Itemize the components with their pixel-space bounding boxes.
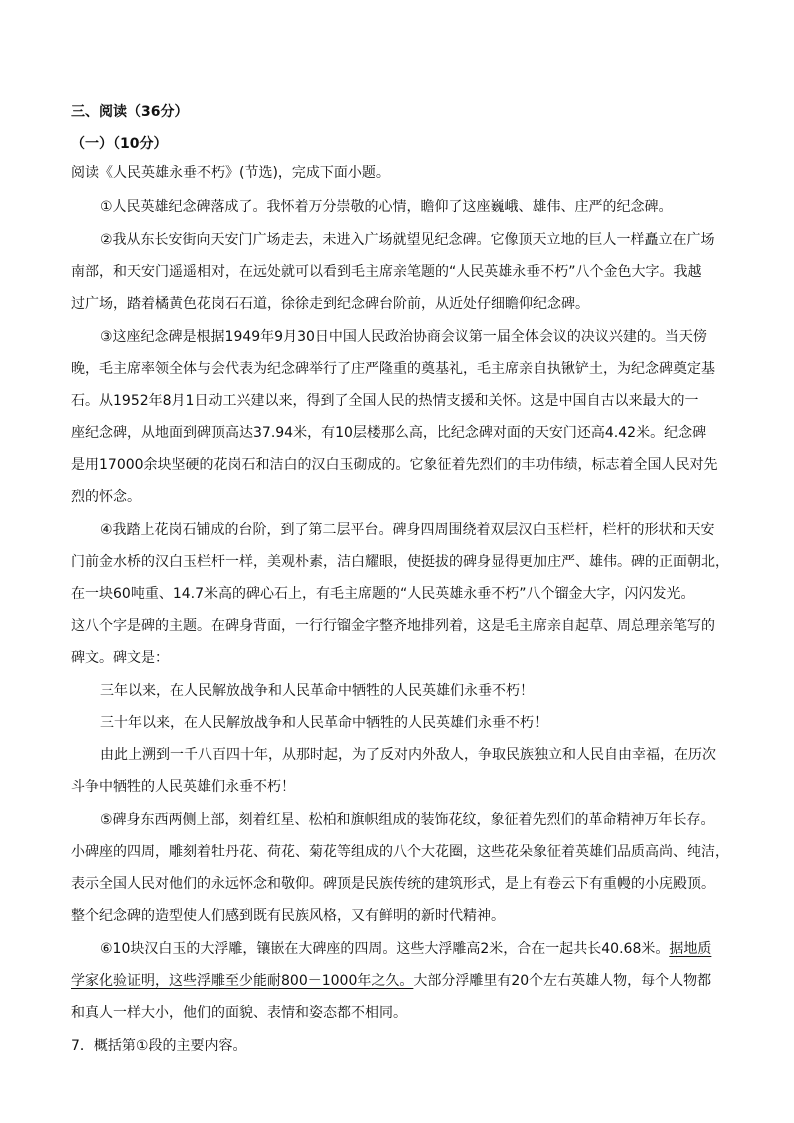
paragraph-3-line-1: ③这座纪念碑是根据1949年9月30日中国人民政治协商会议第一届全体会议的决议兴建的。当天傍 (100, 329, 707, 345)
paragraph-5-line-3: 表示全国人民对他们的永远怀念和敬仰。碑顶是民族传统的建筑形式，是上有卷云下有重幔的小庑殿顶。 (71, 876, 715, 892)
inscription-2: 三十年以来，在人民解放战争和人民革命中牺牲的人民英雄们永垂不朽！ (100, 715, 548, 731)
paragraph-4-line-1: ④我踏上花岗石铺成的台阶，到了第二层平台。碑身四周围绕着双层汉白玉栏杆，栏杆的形状和天安 (100, 522, 715, 538)
paragraph-3-line-5: 是用17000余块坚硬的花岗石和洁白的汉白玉砌成的。它象征着先烈们的丰功伟绩，标志着全国人民对先 (71, 457, 718, 473)
paragraph-4-line-4: 这八个字是碑的主题。在碑身背面，一行行镏金字整齐地排列着，这是毛主席亲自起草、周总理亲笔写的 (71, 618, 715, 634)
paragraph-2-line-2: 南部，和天安门遥遥相对，在远处就可以看到毛主席亲笔题的“人民英雄永垂不朽”八个金色大字。我越 (71, 264, 702, 280)
paragraph-3-line-4: 座纪念碑，从地面到碑顶高达37.94米，有10层楼那么高，比纪念碑对面的天安门还高4.42米。纪念碑 (71, 425, 707, 441)
paragraph-6-line-2 (71, 971, 794, 991)
paragraph-4-line-2: 门前金水桥的汉白玉栏杆一样，美观朴素，洁白耀眼，使挺拔的碑身显得更加庄严、雄伟。碑的正面朝北， (71, 554, 729, 570)
paragraph-4-line-5: 碑文。碑文是： (71, 650, 169, 666)
paragraph-2-line-1: ②我从东长安街向天安门广场走去，未进入广场就望见纪念碑。它像顶天立地的巨人一样矗立在广场 (100, 232, 715, 248)
paragraph-5-line-4: 整个纪念碑的造型使人们感到既有民族风格，又有鲜明的新时代精神。 (71, 908, 505, 924)
paragraph-5-line-1: ⑤碑身东西两侧上部，刻着红星、松柏和旗帜组成的装饰花纹，象征着先烈们的革命精神万年长存。 (100, 812, 715, 828)
paragraph-5-line-2: 小碑座的四周，雕刻着牡丹花、荷花、菊花等组成的八个大花圈，这些花朵象征着英雄们品质高尚、纯洁， (71, 844, 729, 860)
paragraph-3-line-3: 石。从1952年8月1日动工兴建以来，得到了全国人民的热情支援和关怀。这是中国自古以来最大的一 (71, 393, 699, 409)
paragraph-6-line-3: 和真人一样大小，他们的面貌、表情和姿态都不相同。 (71, 1005, 407, 1021)
inscription-3-line-1: 由此上溯到一千八百四十年，从那时起，为了反对内外敌人，争取民族独立和人民自由幸福，在历次 (100, 747, 716, 763)
paragraph-6-line-1 (100, 939, 794, 959)
section-title: 三、阅读（36分） (71, 104, 189, 120)
paragraph-3-line-2: 晚，毛主席率领全体与会代表为纪念碑举行了庄严隆重的奠基礼，毛主席亲自执锹铲土，为纪念碑奠定基 (71, 361, 715, 377)
part-heading: （一）（10分） (71, 136, 168, 152)
question-7: 7．概括第①段的主要内容。 (71, 1038, 247, 1054)
instruction-text: 阅读《人民英雄永垂不朽》(节选)，完成下面小题。 (71, 165, 390, 181)
paragraph-6-text-cont: 大部分浮雕里有20个左右英雄人物，每个人物都 (413, 973, 712, 989)
inscription-3-line-2: 斗争中牺牲的人民英雄们永垂不朽！ (71, 779, 295, 795)
underlined-sentence-end: 学家化验证明，这些浮雕至少能耐800－1000年之久。 (71, 973, 414, 989)
underlined-sentence-start: 据地质 (669, 941, 712, 957)
inscription-1: 三年以来，在人民解放战争和人民革命中牺牲的人民英雄们永垂不朽！ (100, 683, 534, 699)
paragraph-1: ①人民英雄纪念碑落成了。我怀着万分崇敬的心情，瞻仰了这座巍峨、雄伟、庄严的纪念碑。 (100, 199, 673, 215)
paragraph-6-text: ⑥10块汉白玉的大浮雕，镶嵌在大碑座的四周。这些大浮雕高2米，合在一起共长40.68米。 (100, 941, 670, 957)
paragraph-2-line-3: 过广场，踏着橘黄色花岗石石道，徐徐走到纪念碑台阶前，从近处仔细瞻仰纪念碑。 (71, 296, 589, 312)
paragraph-4-line-3: 在一块60吨重、14.7米高的碑心石上，有毛主席题的“人民英雄永垂不朽”八个镏金大字，闪闪发光。 (71, 586, 695, 602)
paragraph-3-line-6: 烈的怀念。 (71, 489, 141, 505)
